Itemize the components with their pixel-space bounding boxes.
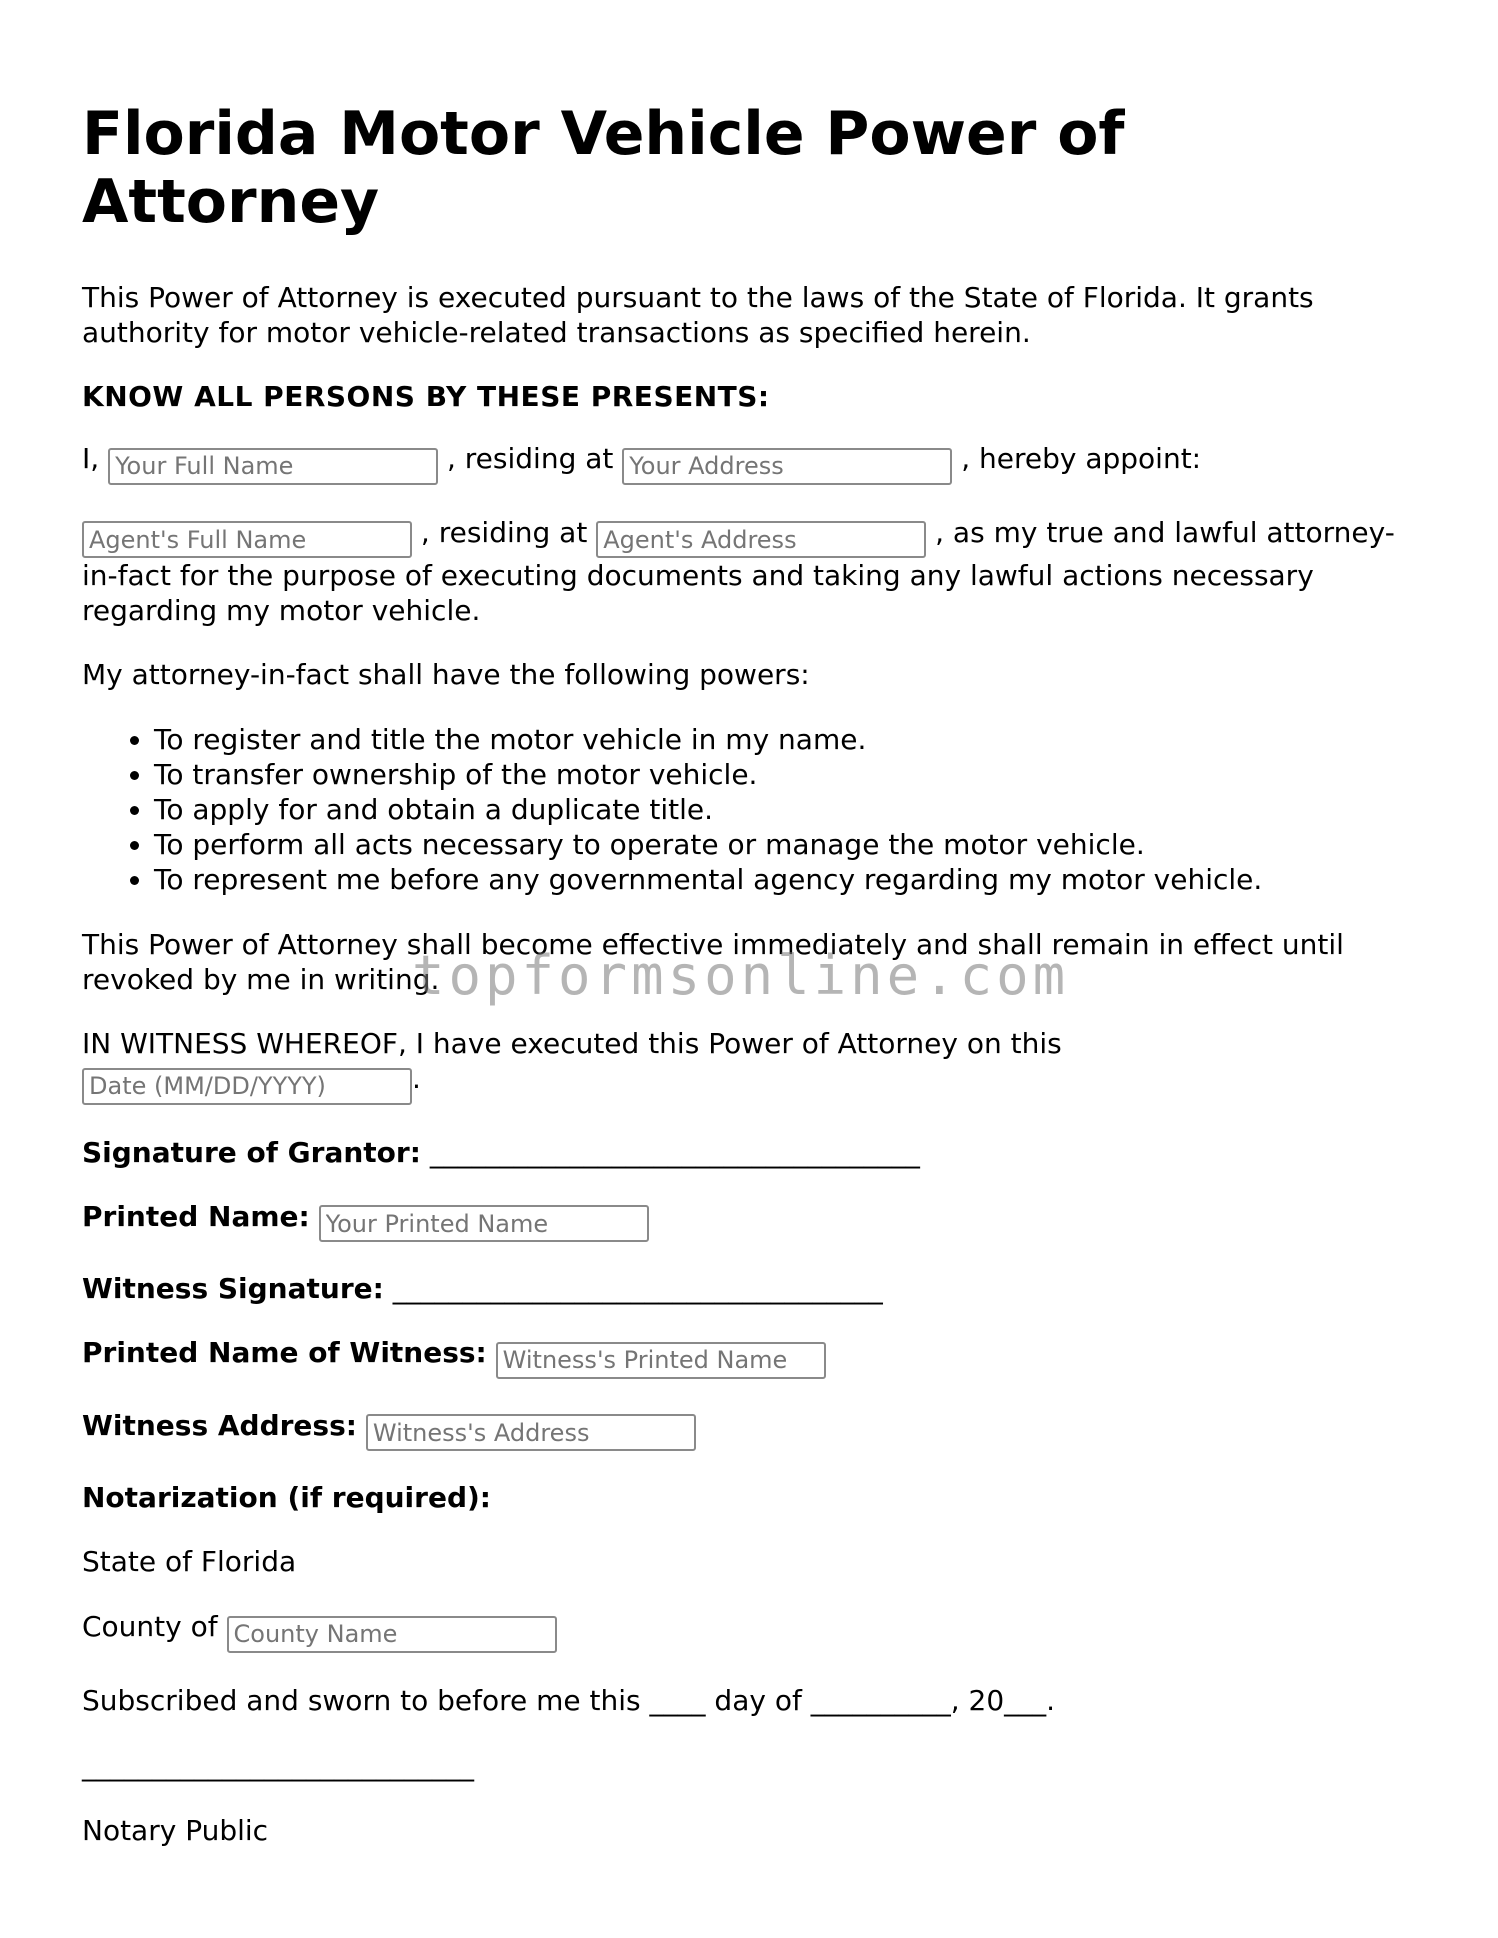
grantor-signature-row: [82, 1135, 1422, 1170]
grantor-prefix: I,: [82, 442, 100, 475]
witness-address-input[interactable]: [366, 1414, 696, 1451]
grantor-name-input[interactable]: [108, 448, 438, 485]
grantor-signature-label: Signature of Grantor:: [82, 1135, 421, 1169]
witness-printed-name-row: [82, 1335, 1422, 1379]
notary-state: State of Florida: [82, 1545, 297, 1578]
witness-signature-row: [82, 1271, 1422, 1306]
county-input[interactable]: [227, 1616, 557, 1653]
notary-county-row: [82, 1609, 1422, 1653]
page-title: Florida Motor Vehicle Power of Attorney: [82, 99, 1125, 237]
printed-name-row: [82, 1199, 1422, 1243]
agent-line: [82, 515, 1422, 629]
witness-signature-label: Witness Signature:: [82, 1272, 384, 1305]
power-item: • To apply for and obtain a duplicate title.: [154, 792, 1422, 827]
witness-whereof-text: IN WITNESS WHEREOF, I have executed this Power of Attorney on this: [82, 1027, 1062, 1060]
witness-address-label: Witness Address:: [82, 1408, 357, 1442]
power-item: • To transfer ownership of the motor vehicle.: [154, 757, 1422, 792]
agent-suffix: , as my true and lawful attorney-in-fact for the purpose of executing documents and taking any lawful actions necessary regarding my motor vehicle.: [82, 515, 1395, 627]
document-page: [82, 100, 1422, 1848]
witness-printed-name-label: Printed Name of Witness:: [82, 1336, 487, 1369]
notary-public-label: Notary Public: [82, 1813, 269, 1847]
powers-intro: My attorney-in-fact shall have the following powers:: [82, 658, 810, 691]
power-item: • To register and title the motor vehicle in my name.: [154, 722, 1422, 757]
powers-list: [82, 722, 1422, 897]
know-all-heading: KNOW ALL PERSONS BY THESE PRESENTS:: [82, 380, 770, 413]
grantor-residing-text: , residing at: [446, 442, 614, 475]
grantor-address-input[interactable]: [622, 448, 952, 485]
witness-signature-line[interactable]: ___________________________________: [392, 1272, 883, 1305]
notarization-heading: Notarization (if required):: [82, 1481, 491, 1514]
sworn-statement: Subscribed and sworn to before me this ____ day of __________, 20___.: [82, 1683, 1056, 1717]
effective-paragraph: This Power of Attorney shall become effective immediately and shall remain in effect until revoked by me in writing.: [82, 928, 1344, 996]
intro-paragraph: This Power of Attorney is executed pursuant to the laws of the State of Florida. It grants authority for motor vehicle-related transactions as specified herein.: [82, 281, 1314, 349]
printed-name-label: Printed Name:: [82, 1199, 310, 1233]
agent-name-input[interactable]: [82, 521, 412, 558]
notary-signature-line[interactable]: ____________________________: [82, 1748, 474, 1782]
grantor-suffix: , hereby appoint:: [961, 442, 1202, 475]
date-input[interactable]: [82, 1068, 412, 1105]
date-period: .: [412, 1062, 421, 1095]
grantor-signature-line[interactable]: ___________________________________: [429, 1135, 920, 1169]
witness-whereof-paragraph: [82, 1026, 1422, 1105]
power-item: • To represent me before any governmental agency regarding my motor vehicle.: [154, 862, 1422, 897]
witness-printed-name-input[interactable]: [496, 1342, 826, 1379]
power-item: • To perform all acts necessary to operate or manage the motor vehicle.: [154, 827, 1422, 862]
county-label: County of: [82, 1610, 218, 1643]
agent-residing-text: , residing at: [420, 515, 588, 549]
watermark: topformsonline.com: [412, 944, 1070, 1007]
grantor-line: [82, 441, 1422, 485]
printed-name-input[interactable]: [319, 1205, 649, 1242]
witness-address-row: [82, 1408, 1422, 1452]
agent-address-input[interactable]: [596, 521, 926, 558]
